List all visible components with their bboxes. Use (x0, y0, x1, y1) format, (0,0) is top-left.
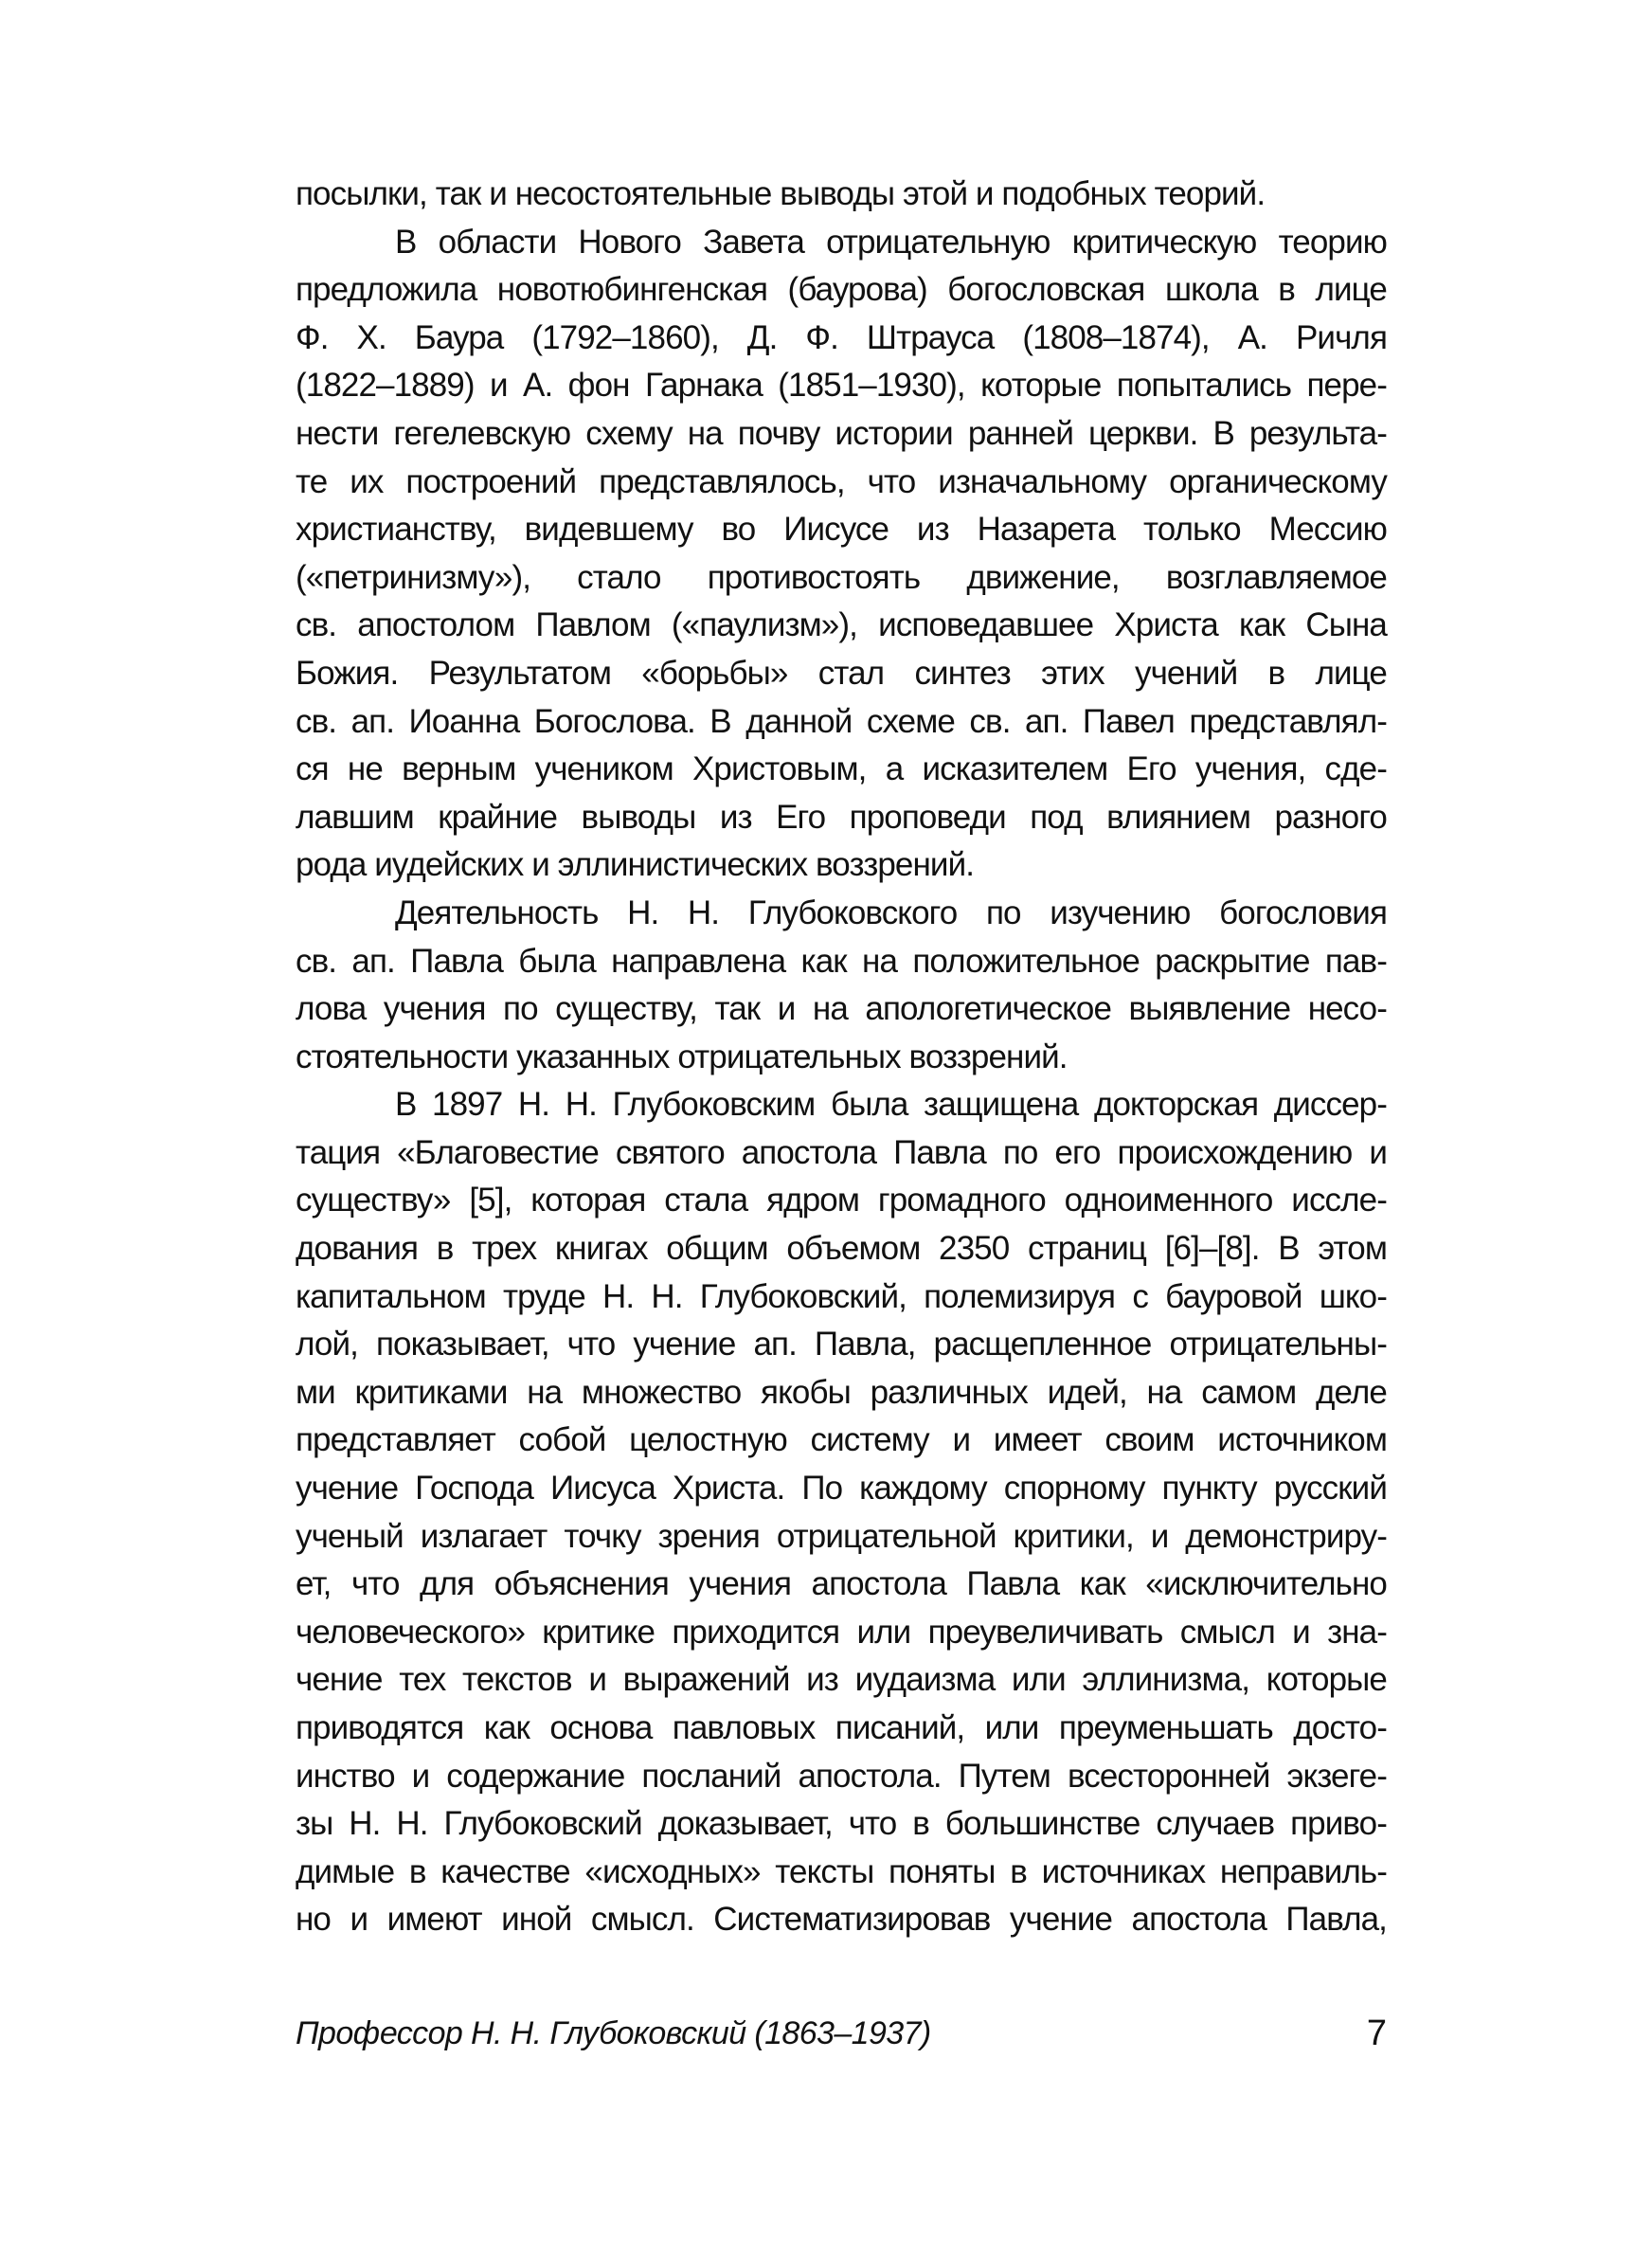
text-line: те их построений представлялось, что изначальному органическому (296, 462, 1387, 500)
text-line: лой, показывает, что учение ап. Павла, расщепленное отрицательны- (296, 1326, 1387, 1363)
text-line: ся не верным учеником Христовым, а исказителем Его учения, сде- (296, 750, 1387, 788)
text-line: стоятельности указанных отрицательных воззрений. (296, 1038, 1068, 1075)
text-line: лавшим крайние выводы из Его проповеди под влиянием разного (296, 798, 1387, 836)
page-number: 7 (1366, 2013, 1387, 2053)
running-title: Профессор Н. Н. Глубоковский (1863–1937) (296, 2015, 931, 2051)
text-line: св. апостолом Павлом («паулизм»), исповедавшее Христа как Сына (296, 606, 1387, 644)
text-line: св. ап. Иоанна Богослова. В данной схеме св. ап. Павел представлял- (296, 702, 1387, 740)
text-line: инство и содержание посланий апостола. Путем всесторонней экзеге- (296, 1757, 1387, 1795)
text-line: тация «Благовестие святого апостола Павла по его происхождению и (296, 1133, 1387, 1171)
text-line: («петринизму»), стало противостоять движение, возглавляемое (296, 558, 1387, 596)
text-line: В 1897 Н. Н. Глубоковским была защищена докторская диссер- (395, 1086, 1387, 1124)
text-line: (1822–1889) и А. фон Гарнака (1851–1930), которые попытались пере- (296, 367, 1387, 405)
text-line: чение тех текстов и выражений из иудаизма или эллинизма, которые (296, 1661, 1387, 1699)
text-line: В области Нового Завета отрицательную критическую теорию (395, 223, 1387, 261)
text-line: человеческого» критике приходится или преувеличивать смысл и зна- (296, 1613, 1387, 1651)
text-line: нести гегелевскую схему на почву истории ранней церкви. В результа- (296, 414, 1387, 452)
text-line: христианству, видевшему во Иисусе из Назарета только Мессию (296, 511, 1387, 549)
text-line: посылки, так и несостоятельные выводы этой и подобных теорий. (296, 175, 1266, 212)
text-line: дования в трех книгах общим объемом 2350 страниц [6]–[8]. В этом (296, 1230, 1387, 1268)
text-line: предложила новотюбингенская (баурова) богословская школа в лице (296, 271, 1387, 309)
text-line: существу» [5], которая стала ядром громадного одноименного иссле- (296, 1182, 1387, 1219)
text-line: ученый излагает точку зрения отрицательной критики, и демонстриру- (296, 1517, 1387, 1555)
page-footer (296, 2007, 1387, 2060)
text-line: димые в качестве «исходных» тексты поняты в источниках неправиль- (296, 1852, 1387, 1890)
text-line: капитальном труде Н. Н. Глубоковский, полемизируя с бауровой шко- (296, 1277, 1387, 1315)
text-line: рода иудейских и эллинистических воззрений. (296, 846, 975, 884)
text-line: ет, что для объяснения учения апостола Павла как «исключительно (296, 1565, 1387, 1603)
text-line: Деятельность Н. Н. Глубоковского по изучению богословия (395, 894, 1387, 931)
text-line: представляет собой целостную систему и имеет своим источником (296, 1421, 1387, 1459)
text-line: зы Н. Н. Глубоковский доказывает, что в большинстве случаев приво- (296, 1805, 1387, 1843)
text-line: лова учения по существу, так и на апологетическое выявление несо- (296, 990, 1387, 1028)
text-line: Божия. Результатом «борьбы» стал синтез этих учений в лице (296, 654, 1387, 692)
text-line: св. ап. Павла была направлена как на положительное раскрытие пав- (296, 942, 1387, 980)
text-line: учение Господа Иисуса Христа. По каждому спорному пункту русский (296, 1470, 1387, 1508)
text-line: Ф. Х. Баура (1792–1860), Д. Ф. Штрауса (1808–1874), А. Ричля (296, 318, 1387, 356)
text-line: но и имеют иной смысл. Систематизировав учение апостола Павла, (296, 1901, 1387, 1939)
page-body (296, 171, 1387, 1944)
text-line: приводятся как основа павловых писаний, или преуменьшать досто- (296, 1709, 1387, 1746)
text-line: ми критиками на множество якобы различных идей, на самом деле (296, 1373, 1387, 1411)
